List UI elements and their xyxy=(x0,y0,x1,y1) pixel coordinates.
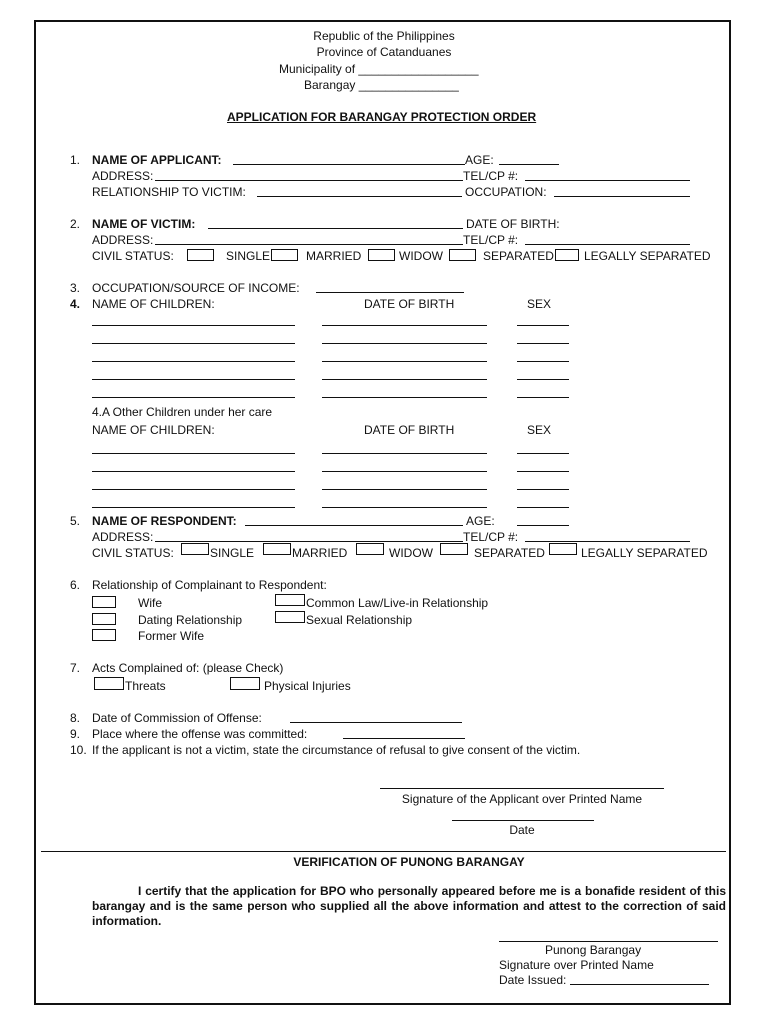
other-child-name-line[interactable] xyxy=(92,507,295,508)
s2-widow-label: WIDOW xyxy=(399,249,443,263)
s4-dob-label: DATE OF BIRTH xyxy=(364,297,455,311)
s6-label: Relationship of Complainant to Respondent: xyxy=(92,578,327,592)
s7-threats-label: Threats xyxy=(125,679,166,693)
child-name-line[interactable] xyxy=(92,379,295,380)
s1-relationship-label: RELATIONSHIP TO VICTIM: xyxy=(92,185,246,199)
date-issued-line[interactable] xyxy=(570,984,709,985)
s8-label: Date of Commission of Offense: xyxy=(92,711,262,725)
s5-single-label: SINGLE xyxy=(210,546,255,560)
s6-dating-checkbox[interactable] xyxy=(92,613,116,625)
s5-age-label: AGE: xyxy=(466,514,495,528)
other-child-name-line[interactable] xyxy=(92,471,295,472)
child-dob-line[interactable] xyxy=(322,379,487,380)
date-label: Date xyxy=(509,823,535,837)
s2-tel-line[interactable] xyxy=(525,244,690,245)
s1-address-label: ADDRESS: xyxy=(92,169,154,183)
s1-age-label: AGE: xyxy=(465,153,494,167)
s3-line[interactable] xyxy=(316,292,464,293)
s7-physical-label: Physical Injuries xyxy=(264,679,351,693)
child-name-line[interactable] xyxy=(92,397,295,398)
s1-address-line[interactable] xyxy=(155,180,463,181)
child-sex-line[interactable] xyxy=(517,343,569,344)
child-name-line[interactable] xyxy=(92,361,295,362)
date-issued-label: Date Issued: xyxy=(499,973,567,987)
s6-common-law-checkbox[interactable] xyxy=(275,594,305,606)
s1-tel-line[interactable] xyxy=(525,180,690,181)
form-title: APPLICATION FOR BARANGAY PROTECTION ORDER xyxy=(227,110,537,124)
verification-text: I certify that the application for BPO who personally appeared before me is a bonafide resident of this barangay and is the same person who supplied all the above information and attest to the correction of said information. xyxy=(92,884,726,928)
punong-barangay-label: Punong Barangay xyxy=(545,943,642,957)
other-child-name-line[interactable] xyxy=(92,489,295,490)
s2-legally-checkbox[interactable] xyxy=(555,249,579,261)
header-barangay: Barangay _______________ xyxy=(304,78,459,92)
s4a-dob-label: DATE OF BIRTH xyxy=(364,423,455,437)
s5-age-line[interactable] xyxy=(517,525,569,526)
s5-widow-checkbox[interactable] xyxy=(356,543,384,555)
child-sex-line[interactable] xyxy=(517,361,569,362)
s4-number: 4. xyxy=(70,297,81,311)
header-province: Province of Catanduanes xyxy=(316,45,452,59)
s9-label: Place where the offense was committed: xyxy=(92,727,308,741)
s1-number: 1. xyxy=(70,153,81,167)
s3-number: 3. xyxy=(70,281,81,295)
s7-threats-checkbox[interactable] xyxy=(94,677,124,690)
s6-sexual-checkbox[interactable] xyxy=(275,611,305,623)
punong-sig-label: Signature over Printed Name xyxy=(499,958,654,972)
other-child-dob-line[interactable] xyxy=(322,489,487,490)
s5-name-line[interactable] xyxy=(245,525,463,526)
date-line[interactable] xyxy=(452,820,594,821)
s1-occupation-label: OCCUPATION: xyxy=(465,185,547,199)
s7-physical-checkbox[interactable] xyxy=(230,677,260,690)
s1-age-line[interactable] xyxy=(499,164,559,165)
s7-label: Acts Complained of: (please Check) xyxy=(92,661,284,675)
s1-name-label: NAME OF APPLICANT: xyxy=(92,153,222,167)
s5-address-line[interactable] xyxy=(155,541,463,542)
s2-address-line[interactable] xyxy=(155,244,463,245)
s6-dating-label: Dating Relationship xyxy=(138,613,243,627)
s2-married-checkbox[interactable] xyxy=(271,249,298,261)
child-sex-line[interactable] xyxy=(517,379,569,380)
s2-number: 2. xyxy=(70,217,81,231)
other-child-sex-line[interactable] xyxy=(517,489,569,490)
child-dob-line[interactable] xyxy=(322,397,487,398)
s1-relationship-line[interactable] xyxy=(257,196,462,197)
s9-line[interactable] xyxy=(343,738,465,739)
child-sex-line[interactable] xyxy=(517,397,569,398)
child-sex-line[interactable] xyxy=(517,325,569,326)
other-child-sex-line[interactable] xyxy=(517,507,569,508)
other-child-sex-line[interactable] xyxy=(517,471,569,472)
s5-name-label: NAME OF RESPONDENT: xyxy=(92,514,237,528)
s7-number: 7. xyxy=(70,661,81,675)
s2-legally-label: LEGALLY SEPARATED xyxy=(584,249,711,263)
s2-address-label: ADDRESS: xyxy=(92,233,154,247)
child-dob-line[interactable] xyxy=(322,361,487,362)
s4-sex-label: SEX xyxy=(527,297,552,311)
s5-married-checkbox[interactable] xyxy=(263,543,291,555)
s10-label: If the applicant is not a victim, state the circumstance of refusal to give consent of the victim. xyxy=(92,743,581,757)
s1-name-line[interactable] xyxy=(233,164,465,165)
header-republic: Republic of the Philippines xyxy=(313,29,455,43)
s2-single-label: SINGLE xyxy=(226,249,271,263)
punong-signature-line[interactable] xyxy=(499,941,718,942)
s9-number: 9. xyxy=(70,727,81,741)
s6-former-wife-checkbox[interactable] xyxy=(92,629,116,641)
s6-number: 6. xyxy=(70,578,81,592)
s2-married-label: MARRIED xyxy=(306,249,362,263)
other-child-name-line[interactable] xyxy=(92,453,295,454)
s2-separated-label: SEPARATED xyxy=(483,249,554,263)
s5-separated-checkbox[interactable] xyxy=(440,543,468,555)
s5-married-label: MARRIED xyxy=(292,546,348,560)
s2-tel-label: TEL/CP #: xyxy=(463,233,519,247)
child-dob-line[interactable] xyxy=(322,343,487,344)
s10-number: 10. xyxy=(70,743,87,757)
s1-tel-label: TEL/CP #: xyxy=(463,169,519,183)
s4a-other-label: 4.A Other Children under her care xyxy=(92,405,273,419)
s5-tel-label: TEL/CP #: xyxy=(463,530,519,544)
s4-children-label: NAME OF CHILDREN: xyxy=(92,297,215,311)
s4a-children-label: NAME OF CHILDREN: xyxy=(92,423,215,437)
other-child-dob-line[interactable] xyxy=(322,507,487,508)
s2-name-line[interactable] xyxy=(208,228,463,229)
s2-separated-checkbox[interactable] xyxy=(449,249,476,261)
s6-former-wife-label: Former Wife xyxy=(138,629,204,643)
other-child-dob-line[interactable] xyxy=(322,471,487,472)
applicant-signature-label: Signature of the Applicant over Printed Name xyxy=(401,792,643,806)
other-child-sex-line[interactable] xyxy=(517,453,569,454)
s5-legally-label: LEGALLY SEPARATED xyxy=(581,546,708,560)
s8-line[interactable] xyxy=(290,722,462,723)
s2-dob-label: DATE OF BIRTH: xyxy=(466,217,560,231)
s5-number: 5. xyxy=(70,514,81,528)
s6-wife-label: Wife xyxy=(138,596,162,610)
s2-civil-label: CIVIL STATUS: xyxy=(92,249,174,263)
s2-single-checkbox[interactable] xyxy=(187,249,214,261)
s2-name-label: NAME OF VICTIM: xyxy=(92,217,196,231)
s5-civil-label: CIVIL STATUS: xyxy=(92,546,174,560)
s5-legally-checkbox[interactable] xyxy=(549,543,577,555)
s3-label: OCCUPATION/SOURCE OF INCOME: xyxy=(92,281,300,295)
child-dob-line[interactable] xyxy=(322,325,487,326)
child-name-line[interactable] xyxy=(92,325,295,326)
s6-common-law-label: Common Law/Live-in Relationship xyxy=(306,596,489,610)
s5-tel-line[interactable] xyxy=(525,541,690,542)
other-child-dob-line[interactable] xyxy=(322,453,487,454)
verification-paragraph xyxy=(92,884,726,929)
verification-title: VERIFICATION OF PUNONG BARANGAY xyxy=(293,855,525,869)
s5-separated-label: SEPARATED xyxy=(474,546,545,560)
s8-number: 8. xyxy=(70,711,81,725)
s2-widow-checkbox[interactable] xyxy=(368,249,395,261)
s1-occupation-line[interactable] xyxy=(554,196,690,197)
child-name-line[interactable] xyxy=(92,343,295,344)
s4a-sex-label: SEX xyxy=(527,423,552,437)
divider-line xyxy=(41,851,726,852)
s6-wife-checkbox[interactable] xyxy=(92,596,116,608)
s6-sexual-label: Sexual Relationship xyxy=(306,613,413,627)
s5-single-checkbox[interactable] xyxy=(181,543,209,555)
applicant-signature-line[interactable] xyxy=(380,788,664,789)
header-municipality: Municipality of __________________ xyxy=(279,62,479,76)
s5-widow-label: WIDOW xyxy=(389,546,433,560)
s5-address-label: ADDRESS: xyxy=(92,530,154,544)
